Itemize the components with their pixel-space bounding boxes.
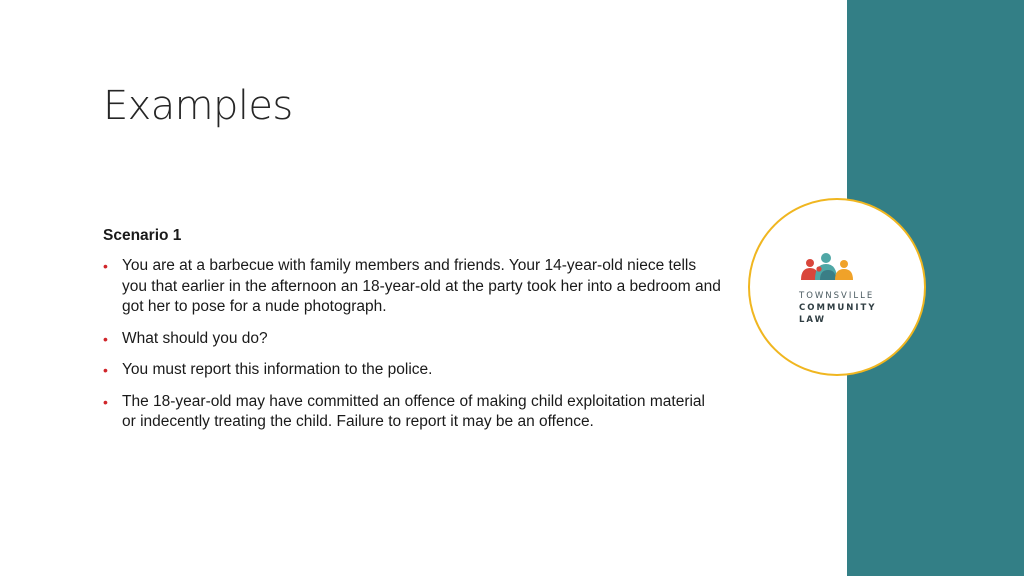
people-logo-icon [798, 252, 858, 284]
bullet-text: You must report this information to the police. [122, 361, 433, 378]
bullet-icon: • [103, 393, 108, 410]
bullet-text: The 18-year-old may have committed an offence of making child exploitation material or indecently treating the child. Failure to report it may be an offence. [122, 392, 705, 430]
logo-line-law: LAW [799, 315, 826, 325]
bullet-item [103, 329, 723, 350]
bullet-icon: • [103, 258, 108, 274]
logo-line-townsville: TOWNSVILLE [799, 291, 875, 301]
scenario-heading: Scenario 1 [103, 227, 182, 244]
slide-title: Examples [103, 83, 293, 129]
bullet-text: You are at a barbecue with family members and friends. Your 14-year-old niece tells you that earlier in the afternoon an 18-year-old at the party took her into a bedroom and got her to pose for a nude photograph. [122, 257, 721, 315]
bullet-text: What should you do? [122, 329, 268, 347]
bullet-icon: • [103, 362, 108, 378]
slide-content [103, 225, 723, 444]
logo-line-community: COMMUNITY [799, 303, 877, 313]
bullet-list [103, 256, 723, 433]
logo-badge [748, 198, 926, 376]
bullet-item [103, 256, 723, 318]
bullet-icon: • [103, 330, 108, 347]
logo-wordmark [799, 290, 877, 326]
bullet-item [103, 392, 723, 433]
bullet-item [103, 360, 723, 381]
